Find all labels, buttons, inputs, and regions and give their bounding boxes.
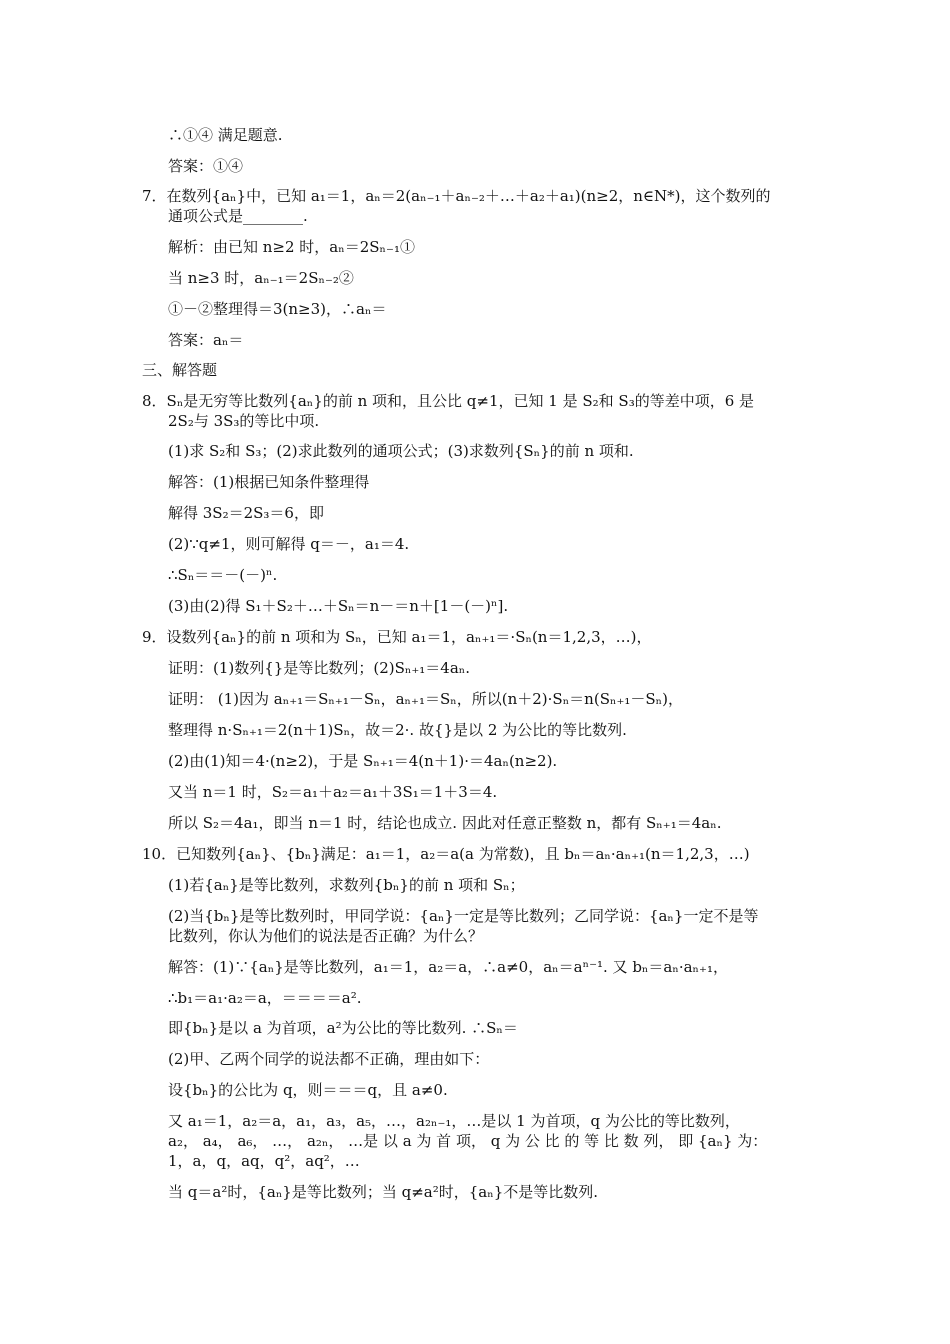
text-line: 2S₂与 3S₃的等比中项. xyxy=(168,412,320,430)
text-line: ∴①④ 满足题意. xyxy=(168,126,283,144)
text-line: 解答：(1)∵{aₙ}是等比数列，a₁＝1，a₂＝a，∴a≠0，aₙ＝aⁿ⁻¹. 又 bₙ＝aₙ·aₙ₊₁， xyxy=(168,958,728,976)
text-line: 1，a，q，aq，q²，aq²，… xyxy=(168,1152,360,1170)
text-line: (1)若{aₙ}是等比数列，求数列{bₙ}的前 n 项和 Sₙ； xyxy=(168,876,525,894)
text-line: (2)∵q≠1，则可解得 q＝－，a₁＝4. xyxy=(168,535,410,553)
text-line: 比数列，你认为他们的说法是否正确？为什么？ xyxy=(168,927,484,945)
text-line: 答案：aₙ＝ xyxy=(168,331,244,349)
text-line: 即{bₙ}是以 a 为首项，a²为公比的等比数列. ∴Sₙ＝ xyxy=(168,1019,518,1037)
text-line: 10．已知数列{aₙ}、{bₙ}满足：a₁＝1，a₂＝a(a 为常数)，且 bₙ＝aₙ·aₙ₊₁(n＝1,2,3，…) xyxy=(142,845,750,863)
text-line: a₂， a₄， a₆， …， a₂ₙ， …是 以 a 为 首 项， q 为 公 比 的 等 比 数 列， 即 {aₙ} 为： xyxy=(168,1132,768,1150)
text-line: 通项公式是________. xyxy=(168,207,308,225)
text-line: ∴Sₙ＝＝－(－)ⁿ. xyxy=(168,566,278,584)
text-line: (2)由(1)知＝4·(n≥2)，于是 Sₙ₊₁＝4(n＋1)·＝4aₙ(n≥2). xyxy=(168,752,558,770)
text-line: 当 q＝a²时，{aₙ}是等比数列；当 q≠a²时，{aₙ}不是等比数列. xyxy=(168,1183,599,1201)
text-line: 解得 3S₂＝2S₃＝6，即 xyxy=(168,504,324,522)
text-line: 又当 n＝1 时，S₂＝a₁＋a₂＝a₁＋3S₁＝1＋3＝4. xyxy=(168,783,498,801)
text-line: 三、解答题 xyxy=(142,361,218,379)
text-line: 又 a₁＝1，a₂＝a，a₁，a₃，a₅，…，a₂ₙ₋₁，…是以 1 为首项，q 为公比的等比数列， xyxy=(168,1112,740,1130)
text-line: (2)当{bₙ}是等比数列时，甲同学说：{aₙ}一定是等比数列；乙同学说：{aₙ}一定不是等 xyxy=(168,907,759,925)
text-line: 设{bₙ}的公比为 q，则＝＝＝q，且 a≠0. xyxy=(168,1081,448,1099)
text-line: 整理得 n·Sₙ₊₁＝2(n＋1)Sₙ，故＝2·. 故{}是以 2 为公比的等比数列. xyxy=(168,721,627,739)
text-line: 7．在数列{aₙ}中，已知 a₁＝1，aₙ＝2(aₙ₋₁＋aₙ₋₂＋…＋a₂＋a₁)(n≥2，n∈N*)，这个数列的 xyxy=(142,187,771,205)
text-line: 9．设数列{aₙ}的前 n 项和为 Sₙ，已知 a₁＝1，aₙ₊₁＝·Sₙ(n＝1,2,3，…)， xyxy=(142,628,652,646)
text-line: ①－②整理得＝3(n≥3)，∴aₙ＝ xyxy=(168,300,387,318)
text-line: 当 n≥3 时，aₙ₋₁＝2Sₙ₋₂② xyxy=(168,269,354,287)
text-line: (2)甲、乙两个同学的说法都不正确，理由如下： xyxy=(168,1050,490,1068)
text-line: 8．Sₙ是无穷等比数列{aₙ}的前 n 项和，且公比 q≠1，已知 1 是 S₂和 S₃的等差中项，6 是 xyxy=(142,392,755,410)
text-line: 答案：①④ xyxy=(168,157,244,175)
text-line: ∴b₁＝a₁·a₂＝a，＝＝＝＝a². xyxy=(168,989,362,1007)
text-line: (3)由(2)得 S₁＋S₂＋…＋Sₙ＝n－＝n＋[1－(－)ⁿ]. xyxy=(168,597,509,615)
text-line: 所以 S₂＝4a₁，即当 n＝1 时，结论也成立. 因此对任意正整数 n，都有 Sₙ₊₁＝4aₙ. xyxy=(168,814,722,832)
text-line: 证明： (1)因为 aₙ₊₁＝Sₙ₊₁－Sₙ，aₙ₊₁＝Sₙ，所以(n＋2)·Sₙ＝n(Sₙ₊₁－Sₙ)， xyxy=(168,690,684,708)
text-line: (1)求 S₂和 S₃；(2)求此数列的通项公式；(3)求数列{Sₙ}的前 n 项和. xyxy=(168,442,634,460)
text-line: 解析：由已知 n≥2 时，aₙ＝2Sₙ₋₁① xyxy=(168,238,415,256)
text-line: 证明：(1)数列{}是等比数列；(2)Sₙ₊₁＝4aₙ. xyxy=(168,659,471,677)
text-line: 解答：(1)根据已知条件整理得 xyxy=(168,473,370,491)
